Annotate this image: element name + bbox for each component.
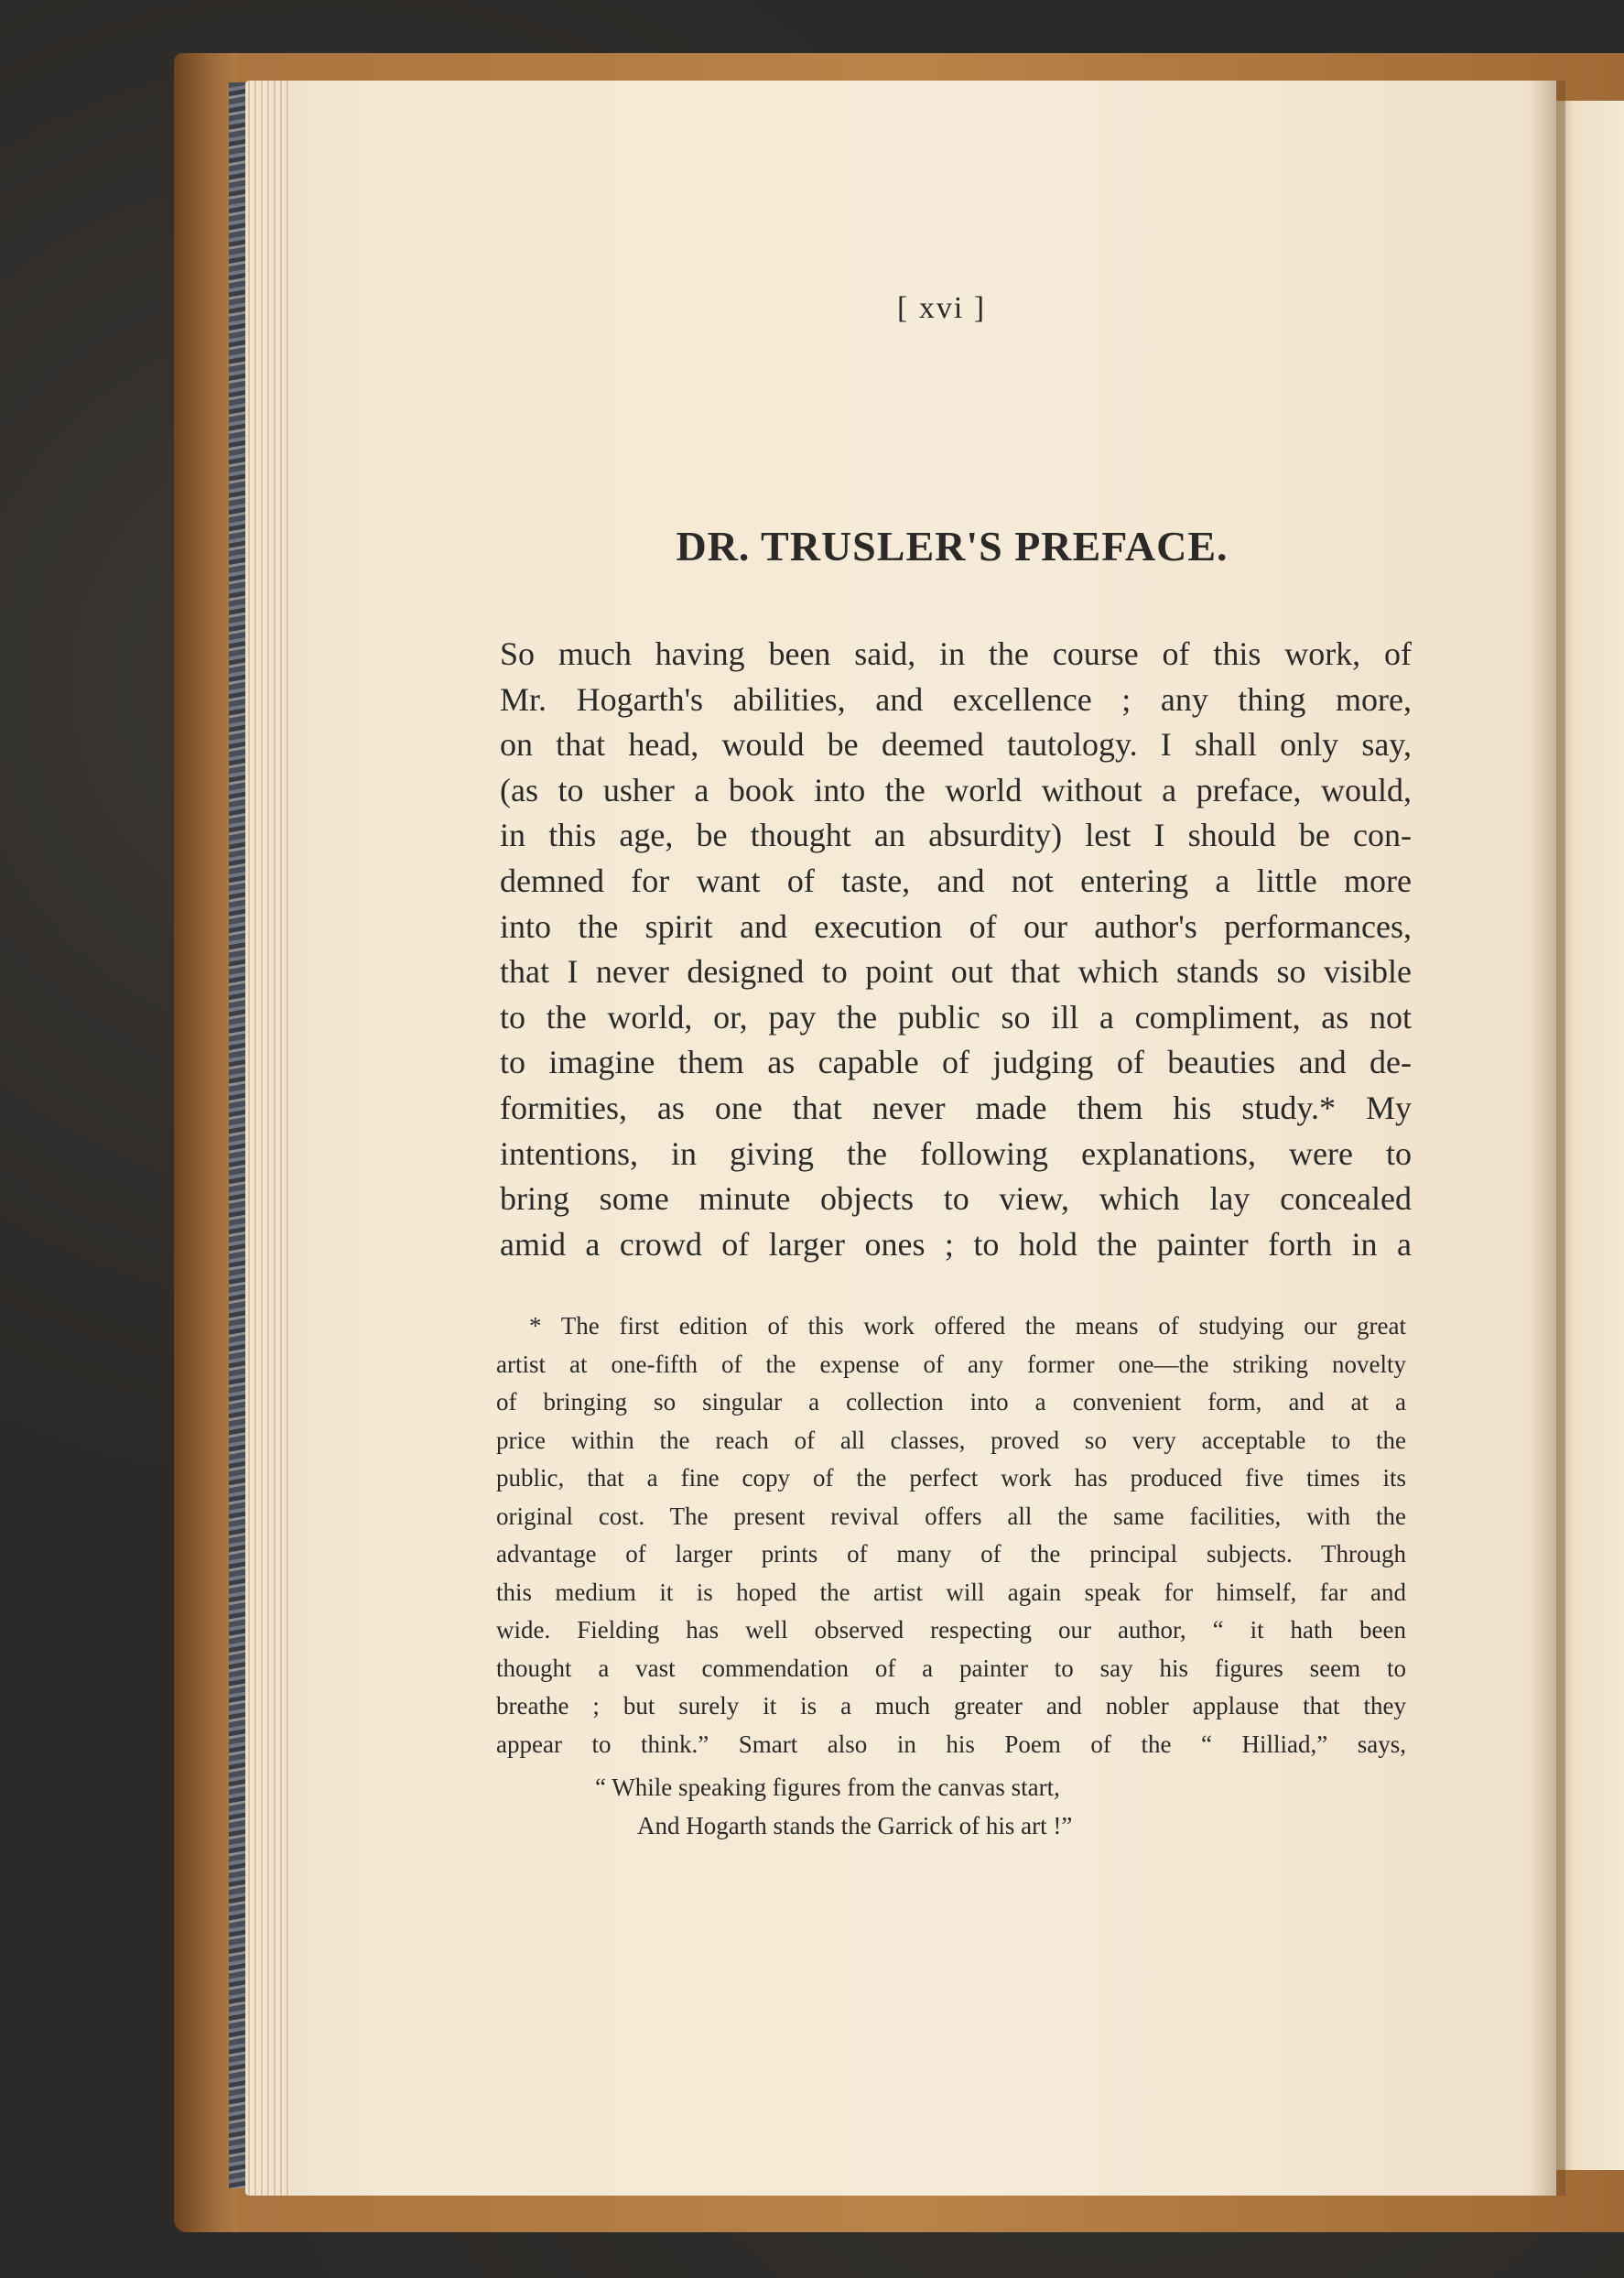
page-number: [ xvi ] xyxy=(897,291,987,325)
body-line: into the spirit and execution of our author's performances, xyxy=(500,907,1412,945)
footnote-line: advantage of larger prints of many of the principal subjects. Through xyxy=(496,1540,1406,1567)
quote-line: And Hogarth stands the Garrick of his art !” xyxy=(637,1811,1073,1839)
page-title: DR. TRUSLER'S PREFACE. xyxy=(676,523,1229,570)
body-line: on that head, would be deemed tautology. I shall only say, xyxy=(500,726,1412,764)
verse-quote xyxy=(595,1769,1327,1845)
footnote-line: price within the reach of all classes, proved so very acceptable to the xyxy=(496,1426,1406,1454)
body-line: Mr. Hogarth's abilities, and excellence ; any thing more, xyxy=(500,680,1412,718)
body-line: to the world, or, pay the public so ill a compliment, as not xyxy=(500,998,1412,1036)
body-line: formities, as one that never made them his study.* My xyxy=(500,1089,1412,1126)
footnote-line: artist at one-fifth of the expense of any former one—the striking novelty xyxy=(496,1350,1406,1378)
body-line: intentions, in giving the following explanations, were to xyxy=(500,1134,1412,1172)
footnote-line: breathe ; but surely it is a much greater and nobler applause that they xyxy=(496,1692,1406,1719)
footnote-line: original cost. The present revival offers all the same facilities, with the xyxy=(496,1502,1406,1530)
footnote-line: wide. Fielding has well observed respecting our author, “ it hath been xyxy=(496,1616,1406,1643)
footnote-line: public, that a fine copy of the perfect work has produced five times its xyxy=(496,1464,1406,1492)
footnote xyxy=(496,1307,1406,1763)
footnote-line: of bringing so singular a collection into a convenient form, and at a xyxy=(496,1388,1406,1416)
footnote-line: thought a vast commendation of a painter to say his figures seem to xyxy=(496,1654,1406,1682)
footnote-line: * The first edition of this work offered the means of studying our great xyxy=(529,1312,1406,1340)
facing-page-edge xyxy=(1556,101,1624,2170)
page-block-edges xyxy=(245,81,300,2196)
body-line: So much having been said, in the course of this work, of xyxy=(500,635,1412,672)
body-line: demned for want of taste, and not entering a little more xyxy=(500,862,1412,899)
body-line: in this age, be thought an absurdity) lest I should be con- xyxy=(500,817,1412,854)
quote-line: “ While speaking figures from the canvas start, xyxy=(595,1774,1060,1801)
body-line: that I never designed to point out that which stands so visible xyxy=(500,953,1412,991)
footnote-line: this medium it is hoped the artist will again speak for himself, far and xyxy=(496,1578,1406,1606)
body-line: to imagine them as capable of judging of beauties and de- xyxy=(500,1044,1412,1081)
body-line: bring some minute objects to view, which lay concealed xyxy=(500,1180,1412,1218)
body-line: (as to usher a book into the world without a preface, would, xyxy=(500,771,1412,808)
body-text xyxy=(500,632,1412,1267)
footnote-line: appear to think.” Smart also in his Poem of the “ Hilliad,” says, xyxy=(496,1730,1406,1758)
gutter-shadow xyxy=(1529,81,1565,2196)
body-line: amid a crowd of larger ones ; to hold the painter forth in a xyxy=(500,1225,1412,1263)
